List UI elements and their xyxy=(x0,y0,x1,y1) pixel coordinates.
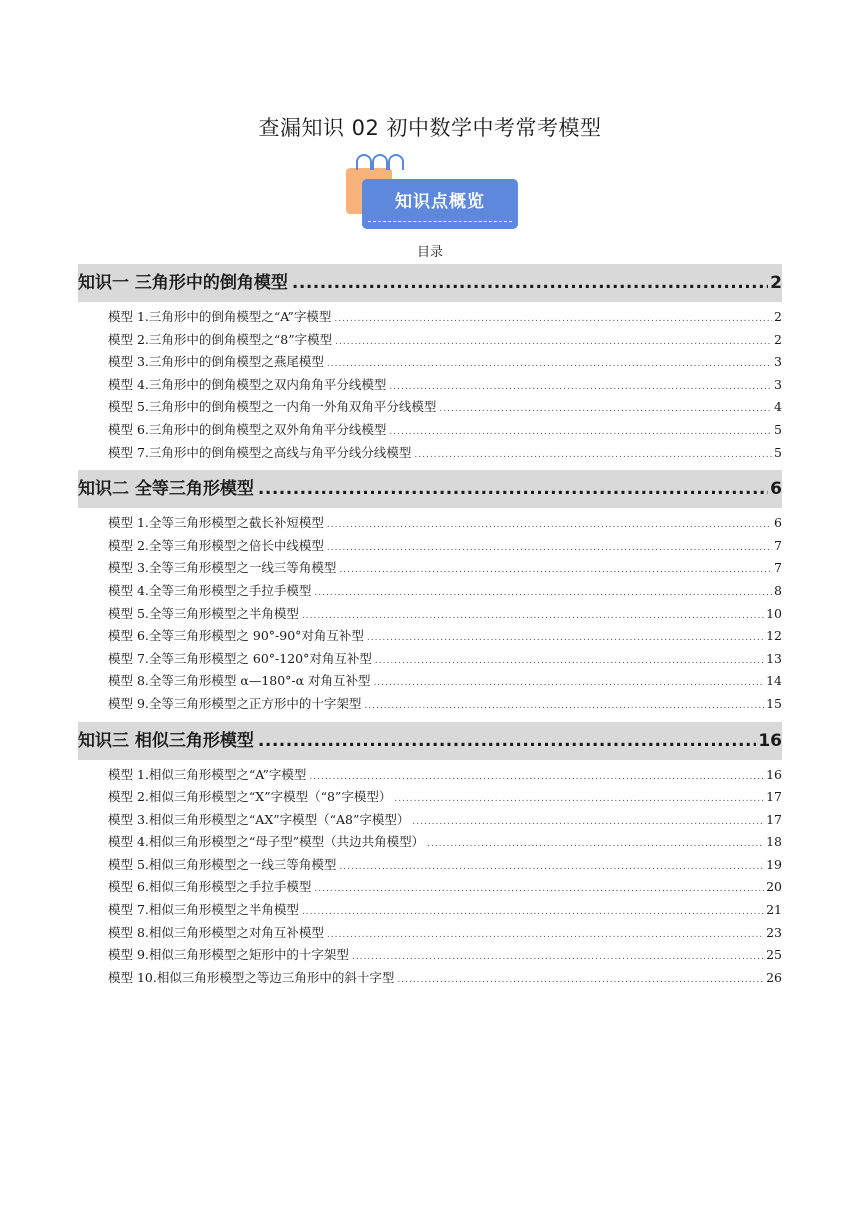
page-title: 查漏知识 02 初中数学中考常考模型 xyxy=(258,116,602,140)
toc-entry-page: 26 xyxy=(766,969,782,985)
toc-entry[interactable] xyxy=(78,557,782,580)
toc-entry[interactable] xyxy=(78,625,782,648)
toc-leader-dots xyxy=(327,351,772,376)
toc-entry[interactable] xyxy=(78,512,782,535)
toc-entry[interactable] xyxy=(78,876,782,899)
toc-entry-page: 21 xyxy=(766,902,782,918)
toc-entry-title: 模型 9.全等三角形模型之正方形中的十字架型 xyxy=(108,695,362,711)
toc-entry[interactable] xyxy=(78,535,782,558)
toc-entry-page: 15 xyxy=(766,695,782,711)
toc-section-heading[interactable] xyxy=(78,264,782,302)
toc-entry-title: 模型 5.全等三角形模型之半角模型 xyxy=(108,605,299,621)
toc-entry-page: 3 xyxy=(774,354,782,370)
toc-entry-page: 12 xyxy=(766,628,782,644)
toc-entry-title: 模型 5.三角形中的倒角模型之一内角一外角双角平分线模型 xyxy=(108,399,437,415)
toc-entry[interactable] xyxy=(78,419,782,442)
toc-entry-page: 14 xyxy=(766,673,782,689)
toc-entry-title: 模型 2.相似三角形模型之“X”字模型（“8”字模型） xyxy=(108,789,392,805)
toc-leader-dots xyxy=(397,967,764,992)
toc-section-page: 2 xyxy=(770,273,782,293)
toc-entry[interactable] xyxy=(78,670,782,693)
toc-leader-dots xyxy=(412,809,764,834)
toc-leader-dots xyxy=(327,922,764,947)
toc-entry-title: 模型 9.相似三角形模型之矩形中的十字架型 xyxy=(108,947,349,963)
toc-entry-title: 模型 4.相似三角形模型之“母子型”模型（共边共角模型） xyxy=(108,834,425,850)
toc-leader-dots xyxy=(334,306,772,331)
toc-entry-page: 5 xyxy=(774,444,782,460)
toc-leader-dots xyxy=(339,557,772,582)
toc-entry-page: 23 xyxy=(766,924,782,940)
toc-leader-dots xyxy=(394,786,764,811)
toc-entry[interactable] xyxy=(78,442,782,465)
toc-leader-dots xyxy=(327,535,772,560)
toc-entry-page: 13 xyxy=(766,650,782,666)
toc-entry-title: 模型 6.全等三角形模型之 90°-90°对角互补型 xyxy=(108,628,364,644)
toc-leader-dots xyxy=(292,264,768,302)
toc-entry-title: 模型 3.全等三角形模型之一线三等角模型 xyxy=(108,560,337,576)
toc-entry-title: 模型 4.三角形中的倒角模型之双内角角平分线模型 xyxy=(108,376,387,392)
toc-entry-title: 模型 1.相似三角形模型之“A”字模型 xyxy=(108,766,307,782)
toc-leader-dots xyxy=(414,442,772,467)
toc-leader-dots xyxy=(367,625,764,650)
toc-section-title: 知识一 三角形中的倒角模型 xyxy=(78,273,288,293)
toc-leader-dots xyxy=(364,693,764,718)
toc-entry[interactable] xyxy=(78,809,782,832)
toc-leader-dots xyxy=(314,876,764,901)
toc-entry-title: 模型 2.全等三角形模型之倍长中线模型 xyxy=(108,537,324,553)
toc-section-group xyxy=(78,722,782,990)
toc-leader-dots xyxy=(302,603,764,628)
toc-leader-dots xyxy=(302,899,764,924)
toc-entry[interactable] xyxy=(78,351,782,374)
toc-entry-page: 19 xyxy=(766,856,782,872)
toc-section-page: 6 xyxy=(770,479,782,500)
toc-entry-page: 17 xyxy=(766,811,782,827)
toc-entry[interactable] xyxy=(78,648,782,671)
toc-entry-page: 20 xyxy=(766,879,782,895)
toc-entry[interactable] xyxy=(78,603,782,626)
toc-entry-page: 7 xyxy=(774,537,782,553)
toc-section-group xyxy=(78,470,782,715)
toc-entry-title: 模型 8.全等三角形模型 α—180°-α 对角互补型 xyxy=(108,673,371,689)
toc-entry-title: 模型 7.相似三角形模型之半角模型 xyxy=(108,902,299,918)
toc-entry[interactable] xyxy=(78,922,782,945)
toc-entry-page: 17 xyxy=(766,789,782,805)
toc-entry-page: 10 xyxy=(766,605,782,621)
toc-entry[interactable] xyxy=(78,396,782,419)
toc-entry-title: 模型 10.相似三角形模型之等边三角形中的斜十字型 xyxy=(108,969,395,985)
toc-entry[interactable] xyxy=(78,786,782,809)
toc-entry[interactable] xyxy=(78,899,782,922)
toc-entry-title: 模型 1.全等三角形模型之截长补短模型 xyxy=(108,515,324,531)
toc-entry-title: 模型 7.全等三角形模型之 60°-120°对角互补型 xyxy=(108,650,372,666)
toc-entry[interactable] xyxy=(78,693,782,716)
toc-entry-page: 5 xyxy=(774,421,782,437)
toc-entry-title: 模型 3.相似三角形模型之“AX”字模型（“A8”字模型） xyxy=(108,811,410,827)
toc-entry-title: 模型 7.三角形中的倒角模型之高线与角平分线分线模型 xyxy=(108,444,412,460)
toc-leader-dots xyxy=(374,670,765,695)
toc-leader-dots xyxy=(258,470,768,508)
toc-section-heading[interactable] xyxy=(78,722,782,760)
toc-entry-title: 模型 6.相似三角形模型之手拉手模型 xyxy=(108,879,312,895)
toc-section-heading[interactable] xyxy=(78,470,782,508)
toc-entry-title: 模型 5.相似三角形模型之一线三等角模型 xyxy=(108,856,337,872)
toc-leader-dots xyxy=(314,580,772,605)
toc-entry[interactable] xyxy=(78,580,782,603)
toc-entry-page: 4 xyxy=(774,399,782,415)
toc-entry-page: 6 xyxy=(774,515,782,531)
toc-entry-page: 2 xyxy=(774,331,782,347)
badge-label: 知识点概览 xyxy=(395,192,485,212)
toc-leader-dots xyxy=(258,722,756,760)
toc-entry-title: 模型 1.三角形中的倒角模型之“A”字模型 xyxy=(108,309,332,324)
toc-leader-dots xyxy=(427,831,764,856)
toc-caption: 目录 xyxy=(416,245,443,260)
toc-entry[interactable] xyxy=(78,854,782,877)
toc-entry-title: 模型 2.三角形中的倒角模型之“8”字模型 xyxy=(108,331,333,347)
toc-entry-page: 2 xyxy=(774,309,782,324)
toc-leader-dots xyxy=(375,648,764,673)
toc-entry-page: 8 xyxy=(774,582,782,598)
toc-entry-page: 3 xyxy=(774,376,782,392)
toc-entry[interactable] xyxy=(78,967,782,990)
toc-leader-dots xyxy=(439,396,772,421)
toc-entry-title: 模型 4.全等三角形模型之手拉手模型 xyxy=(108,582,312,598)
toc-leader-dots xyxy=(389,419,772,444)
toc-leader-dots xyxy=(389,374,772,399)
toc-leader-dots xyxy=(327,512,772,537)
toc-entry-title: 模型 3.三角形中的倒角模型之燕尾模型 xyxy=(108,354,324,370)
toc-section-group xyxy=(78,264,782,464)
toc-entry-title: 模型 8.相似三角形模型之对角互补模型 xyxy=(108,924,324,940)
toc-section-page: 16 xyxy=(758,730,782,751)
toc-entry[interactable] xyxy=(78,329,782,352)
toc-leader-dots xyxy=(339,854,764,879)
toc-entry-page: 25 xyxy=(766,947,782,963)
overview-badge xyxy=(344,154,520,232)
toc-entry[interactable] xyxy=(78,764,782,787)
toc-entry[interactable] xyxy=(78,374,782,397)
toc-entry[interactable] xyxy=(78,944,782,967)
toc-section-title: 知识三 相似三角形模型 xyxy=(78,730,254,751)
toc-entry-page: 16 xyxy=(766,766,782,782)
toc-entry-page: 18 xyxy=(766,834,782,850)
toc-leader-dots xyxy=(352,944,764,969)
toc-entry-title: 模型 6.三角形中的倒角模型之双外角角平分线模型 xyxy=(108,421,387,437)
table-of-contents xyxy=(78,264,782,995)
toc-leader-dots xyxy=(309,764,764,789)
toc-entry-page: 7 xyxy=(774,560,782,576)
toc-leader-dots xyxy=(335,329,772,354)
toc-entry[interactable] xyxy=(78,306,782,329)
toc-section-title: 知识二 全等三角形模型 xyxy=(78,479,254,500)
toc-entry[interactable] xyxy=(78,831,782,854)
